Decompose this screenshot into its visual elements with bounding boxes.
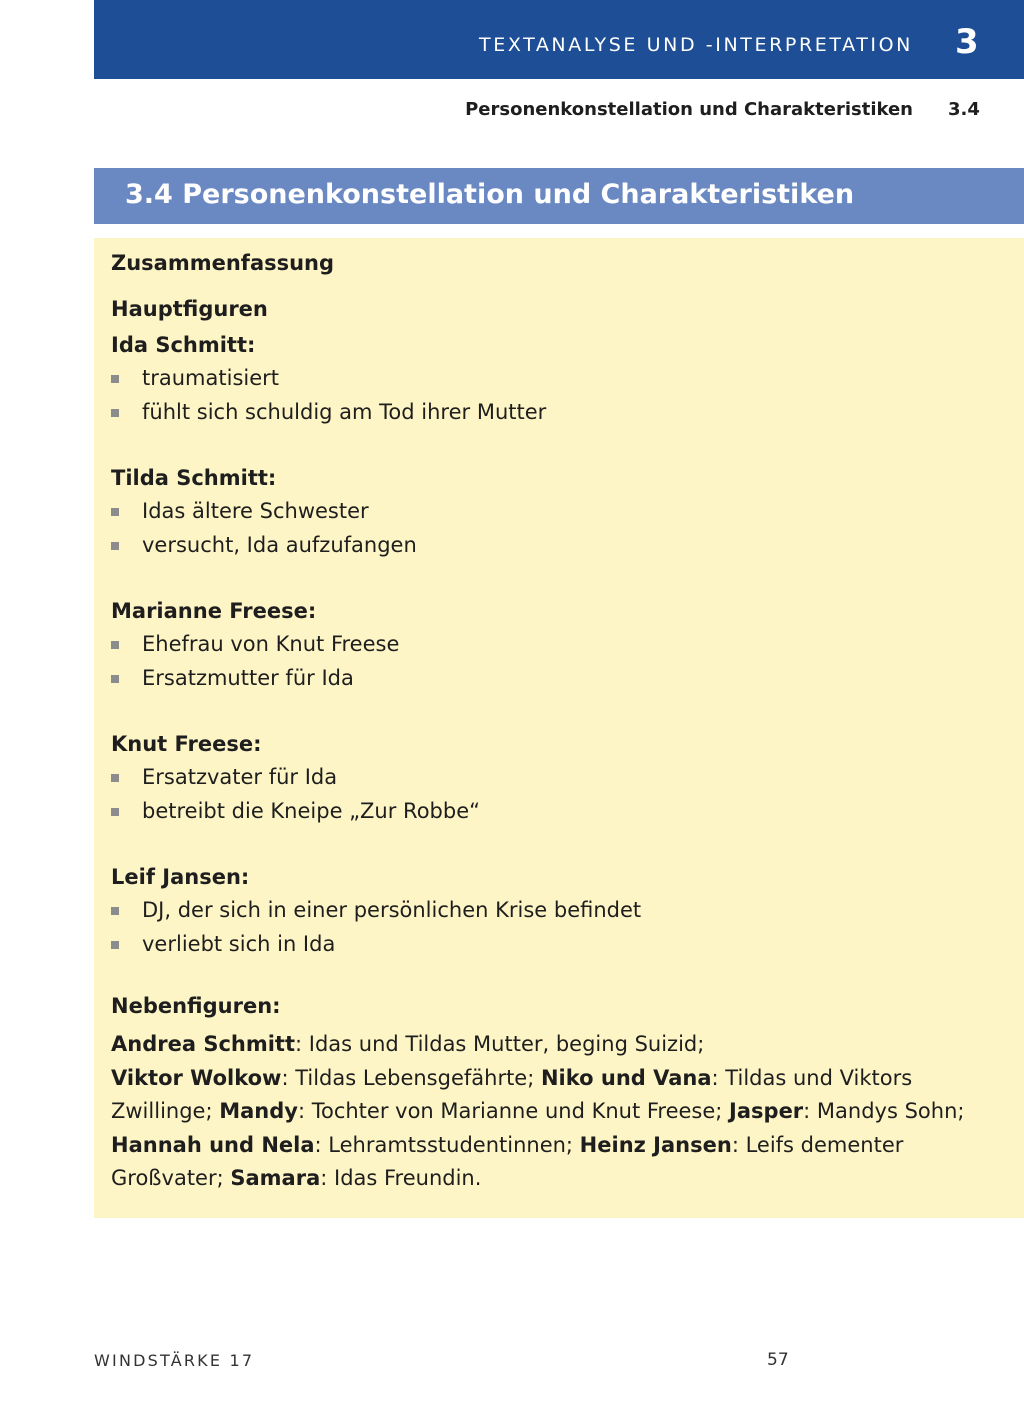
chapter-number: 3 bbox=[955, 22, 979, 62]
secondary-name: Viktor Wolkow bbox=[111, 1065, 282, 1090]
trait-list bbox=[111, 495, 991, 562]
secondary-name: Hannah und Nela bbox=[111, 1132, 315, 1157]
trait-list bbox=[111, 362, 991, 429]
book-title: WINDSTÄRKE 17 bbox=[94, 1351, 255, 1370]
main-characters-title: Hauptfiguren bbox=[111, 297, 268, 321]
bullet-icon bbox=[111, 409, 119, 417]
bullet-icon bbox=[111, 941, 119, 949]
bullet-icon bbox=[111, 542, 119, 550]
trait-item bbox=[111, 761, 991, 795]
secondary-desc: : Tildas Lebensgefährte; bbox=[281, 1065, 541, 1090]
secondary-desc: : Idas Freundin. bbox=[320, 1166, 482, 1190]
running-section-number: 3.4 bbox=[948, 99, 980, 120]
trait-item bbox=[111, 362, 991, 396]
trait-item bbox=[111, 662, 991, 696]
section-heading-bar bbox=[94, 168, 1024, 224]
character-name: Marianne Freese: bbox=[111, 599, 317, 623]
bullet-icon bbox=[111, 907, 119, 915]
character-name: Ida Schmitt: bbox=[111, 333, 256, 357]
secondary-name: Mandy bbox=[219, 1099, 298, 1123]
bullet-icon bbox=[111, 641, 119, 649]
trait-item bbox=[111, 396, 991, 430]
trait-text: fühlt sich schuldig am Tod ihrer Mutter bbox=[142, 399, 547, 424]
running-section-title: Personenkonstellation und Charakteristiken bbox=[465, 99, 913, 120]
trait-list bbox=[111, 761, 991, 828]
chapter-title: TEXTANALYSE UND -INTERPRETATION bbox=[479, 34, 913, 56]
secondary-desc: : Leifs dementer Großvater; bbox=[111, 1132, 904, 1190]
trait-item bbox=[111, 495, 991, 529]
trait-text: verliebt sich in Ida bbox=[142, 931, 336, 956]
character-name: Leif Jansen: bbox=[111, 865, 250, 889]
section-heading: 3.4 Personenkonstellation und Charakteristiken bbox=[125, 179, 855, 210]
trait-item bbox=[111, 894, 991, 928]
trait-text: DJ, der sich in einer persönlichen Krise befindet bbox=[142, 898, 642, 922]
trait-text: Idas ältere Schwester bbox=[142, 499, 369, 523]
trait-item bbox=[111, 795, 991, 829]
secondary-desc: : Tildas und Viktors Zwillinge; bbox=[111, 1065, 913, 1123]
trait-text: Ehefrau von Knut Freese bbox=[142, 632, 400, 656]
character-name: Knut Freese: bbox=[111, 732, 262, 756]
bullet-icon bbox=[111, 508, 119, 516]
trait-text: betreibt die Kneipe „Zur Robbe“ bbox=[142, 798, 481, 823]
secondary-characters-title: Nebenfiguren: bbox=[111, 994, 281, 1018]
bullet-icon bbox=[111, 808, 119, 816]
bullet-icon bbox=[111, 675, 119, 683]
trait-list bbox=[111, 628, 991, 695]
trait-item bbox=[111, 529, 991, 563]
secondary-name: Niko und Vana bbox=[540, 1065, 712, 1090]
secondary-desc: : Lehramtsstudentinnen; bbox=[314, 1132, 580, 1157]
trait-text: traumatisiert bbox=[142, 366, 280, 390]
secondary-desc: : Mandys Sohn; bbox=[803, 1099, 965, 1123]
trait-text: versucht, Ida aufzufangen bbox=[142, 532, 417, 557]
trait-item bbox=[111, 928, 991, 962]
secondary-desc: : Tochter von Marianne und Knut Freese; bbox=[297, 1099, 730, 1123]
character-tilda bbox=[111, 462, 991, 562]
trait-list bbox=[111, 894, 991, 961]
secondary-name: Jasper bbox=[729, 1099, 804, 1123]
secondary-desc: : Idas und Tildas Mutter, beging Suizid; bbox=[295, 1032, 705, 1056]
character-marianne bbox=[111, 595, 991, 695]
secondary-name: Andrea Schmitt bbox=[111, 1032, 295, 1056]
secondary-name: Heinz Jansen bbox=[579, 1132, 732, 1157]
trait-text: Ersatzvater für Ida bbox=[142, 765, 338, 789]
secondary-name: Samara bbox=[230, 1166, 321, 1190]
page-number: 57 bbox=[767, 1350, 789, 1370]
summary-title: Zusammenfassung bbox=[111, 251, 335, 275]
bullet-icon bbox=[111, 375, 119, 383]
trait-text: Ersatzmutter für Ida bbox=[142, 665, 354, 690]
secondary-characters-paragraph bbox=[111, 1028, 987, 1196]
character-leif bbox=[111, 861, 991, 961]
bullet-icon bbox=[111, 774, 119, 782]
trait-item bbox=[111, 628, 991, 662]
character-knut bbox=[111, 728, 991, 828]
character-ida bbox=[111, 329, 991, 429]
character-name: Tilda Schmitt: bbox=[111, 466, 277, 490]
